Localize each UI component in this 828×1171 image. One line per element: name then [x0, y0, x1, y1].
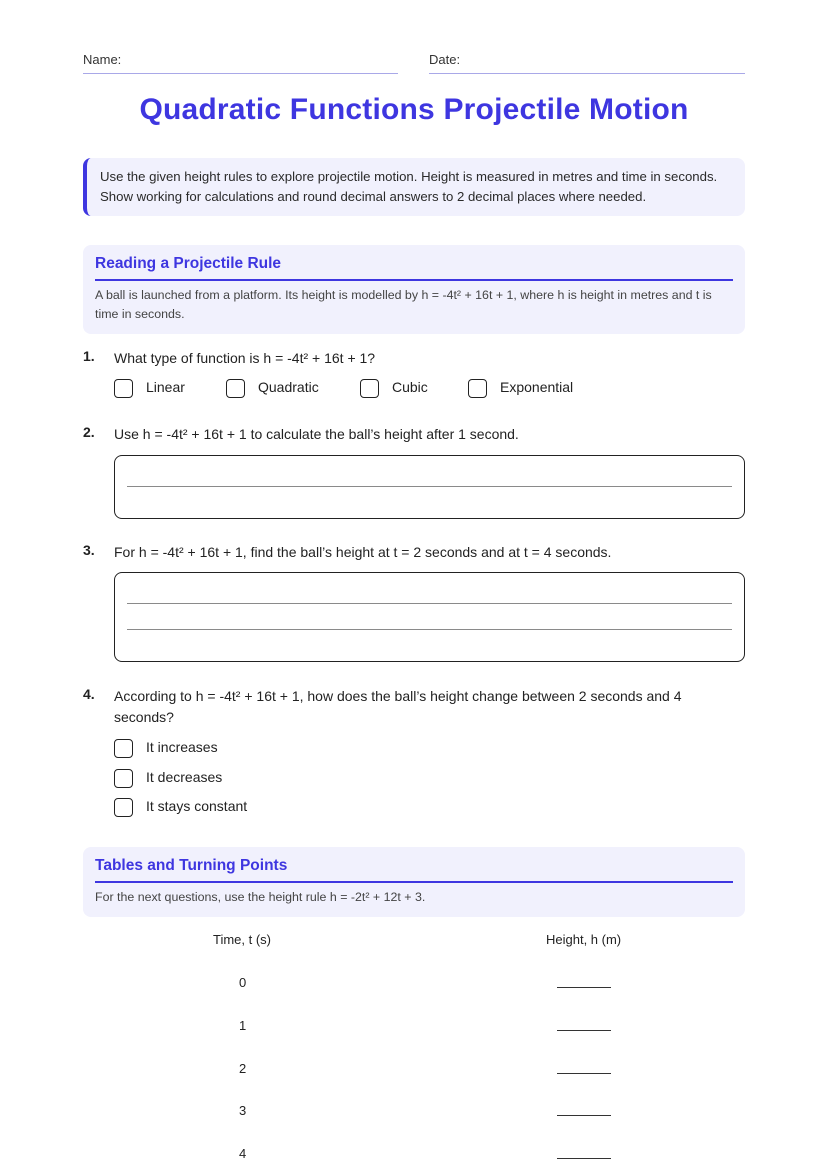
- answer-line: [127, 629, 732, 630]
- section-heading: Reading a Projectile Rule: [95, 255, 733, 281]
- question-number: 4.: [83, 686, 95, 702]
- table-cell-height-blank[interactable]: [557, 1030, 611, 1031]
- date-field[interactable]: [429, 52, 745, 74]
- question-text: Use h = -4t² + 16t + 1 to calculate the ball’s height after 1 second.: [114, 426, 519, 442]
- answer-box[interactable]: [114, 572, 745, 662]
- question-number: 2.: [83, 424, 95, 440]
- answer-box[interactable]: [114, 455, 745, 519]
- table-cell-height-blank[interactable]: [557, 1073, 611, 1074]
- section-description: A ball is launched from a platform. Its height is modelled by h = -4t² + 16t + 1, where h is height in metres and t is time in seconds.: [95, 288, 712, 321]
- checkbox[interactable]: [114, 379, 133, 398]
- question-text: According to h = -4t² + 16t + 1, how does the ball’s height change between 2 seconds and 4 seconds?: [114, 688, 682, 725]
- section-reading-projectile-rule: [83, 245, 745, 334]
- question-4: [83, 686, 745, 822]
- question-2: [83, 424, 745, 520]
- section-heading: Tables and Turning Points: [95, 857, 733, 883]
- answer-line: [127, 486, 732, 487]
- name-field[interactable]: [83, 52, 398, 74]
- option-label: It decreases: [146, 769, 223, 785]
- table-header-time: Time, t (s): [213, 932, 272, 947]
- table-header-height: Height, h (m): [546, 932, 622, 947]
- checkbox[interactable]: [114, 739, 133, 758]
- date-label: Date:: [429, 52, 461, 67]
- question-number: 3.: [83, 542, 95, 558]
- worksheet-title: Quadratic Functions Projectile Motion: [139, 93, 689, 126]
- table-cell-time: 1: [239, 1018, 247, 1033]
- option-label: It increases: [146, 739, 218, 755]
- name-label: Name:: [83, 52, 122, 67]
- option-label: Linear: [146, 379, 185, 395]
- question-1: [83, 348, 745, 408]
- option-label: It stays constant: [146, 798, 248, 814]
- section-tables-turning-points: [83, 847, 745, 917]
- table-cell-time: 0: [239, 975, 247, 990]
- option-label: Cubic: [392, 379, 428, 395]
- question-3: [83, 542, 745, 664]
- section-description: For the next questions, use the height rule h = -2t² + 12t + 3.: [95, 890, 426, 904]
- question-number: 1.: [83, 348, 95, 364]
- question-text: For h = -4t² + 16t + 1, find the ball’s height at t = 2 seconds and at t = 4 seconds.: [114, 544, 612, 560]
- checkbox[interactable]: [360, 379, 379, 398]
- checkbox[interactable]: [468, 379, 487, 398]
- checkbox[interactable]: [114, 798, 133, 817]
- table-cell-time: 3: [239, 1103, 247, 1118]
- answer-line: [127, 603, 732, 604]
- table-cell-height-blank[interactable]: [557, 987, 611, 988]
- option-label: Exponential: [500, 379, 574, 395]
- table-cell-time: 2: [239, 1061, 247, 1076]
- table-cell-time: 4: [239, 1146, 247, 1161]
- checkbox[interactable]: [226, 379, 245, 398]
- student-info-header: [83, 52, 745, 74]
- table-cell-height-blank[interactable]: [557, 1158, 611, 1159]
- checkbox[interactable]: [114, 769, 133, 788]
- option-label: Quadratic: [258, 379, 319, 395]
- table-cell-height-blank[interactable]: [557, 1115, 611, 1116]
- question-text: What type of function is h = -4t² + 16t + 1?: [114, 350, 376, 366]
- instructions-box: Use the given height rules to explore projectile motion. Height is measured in metres and time in seconds. Show working for calculations and round decimal answers to 2 decimal places where needed.: [83, 158, 745, 216]
